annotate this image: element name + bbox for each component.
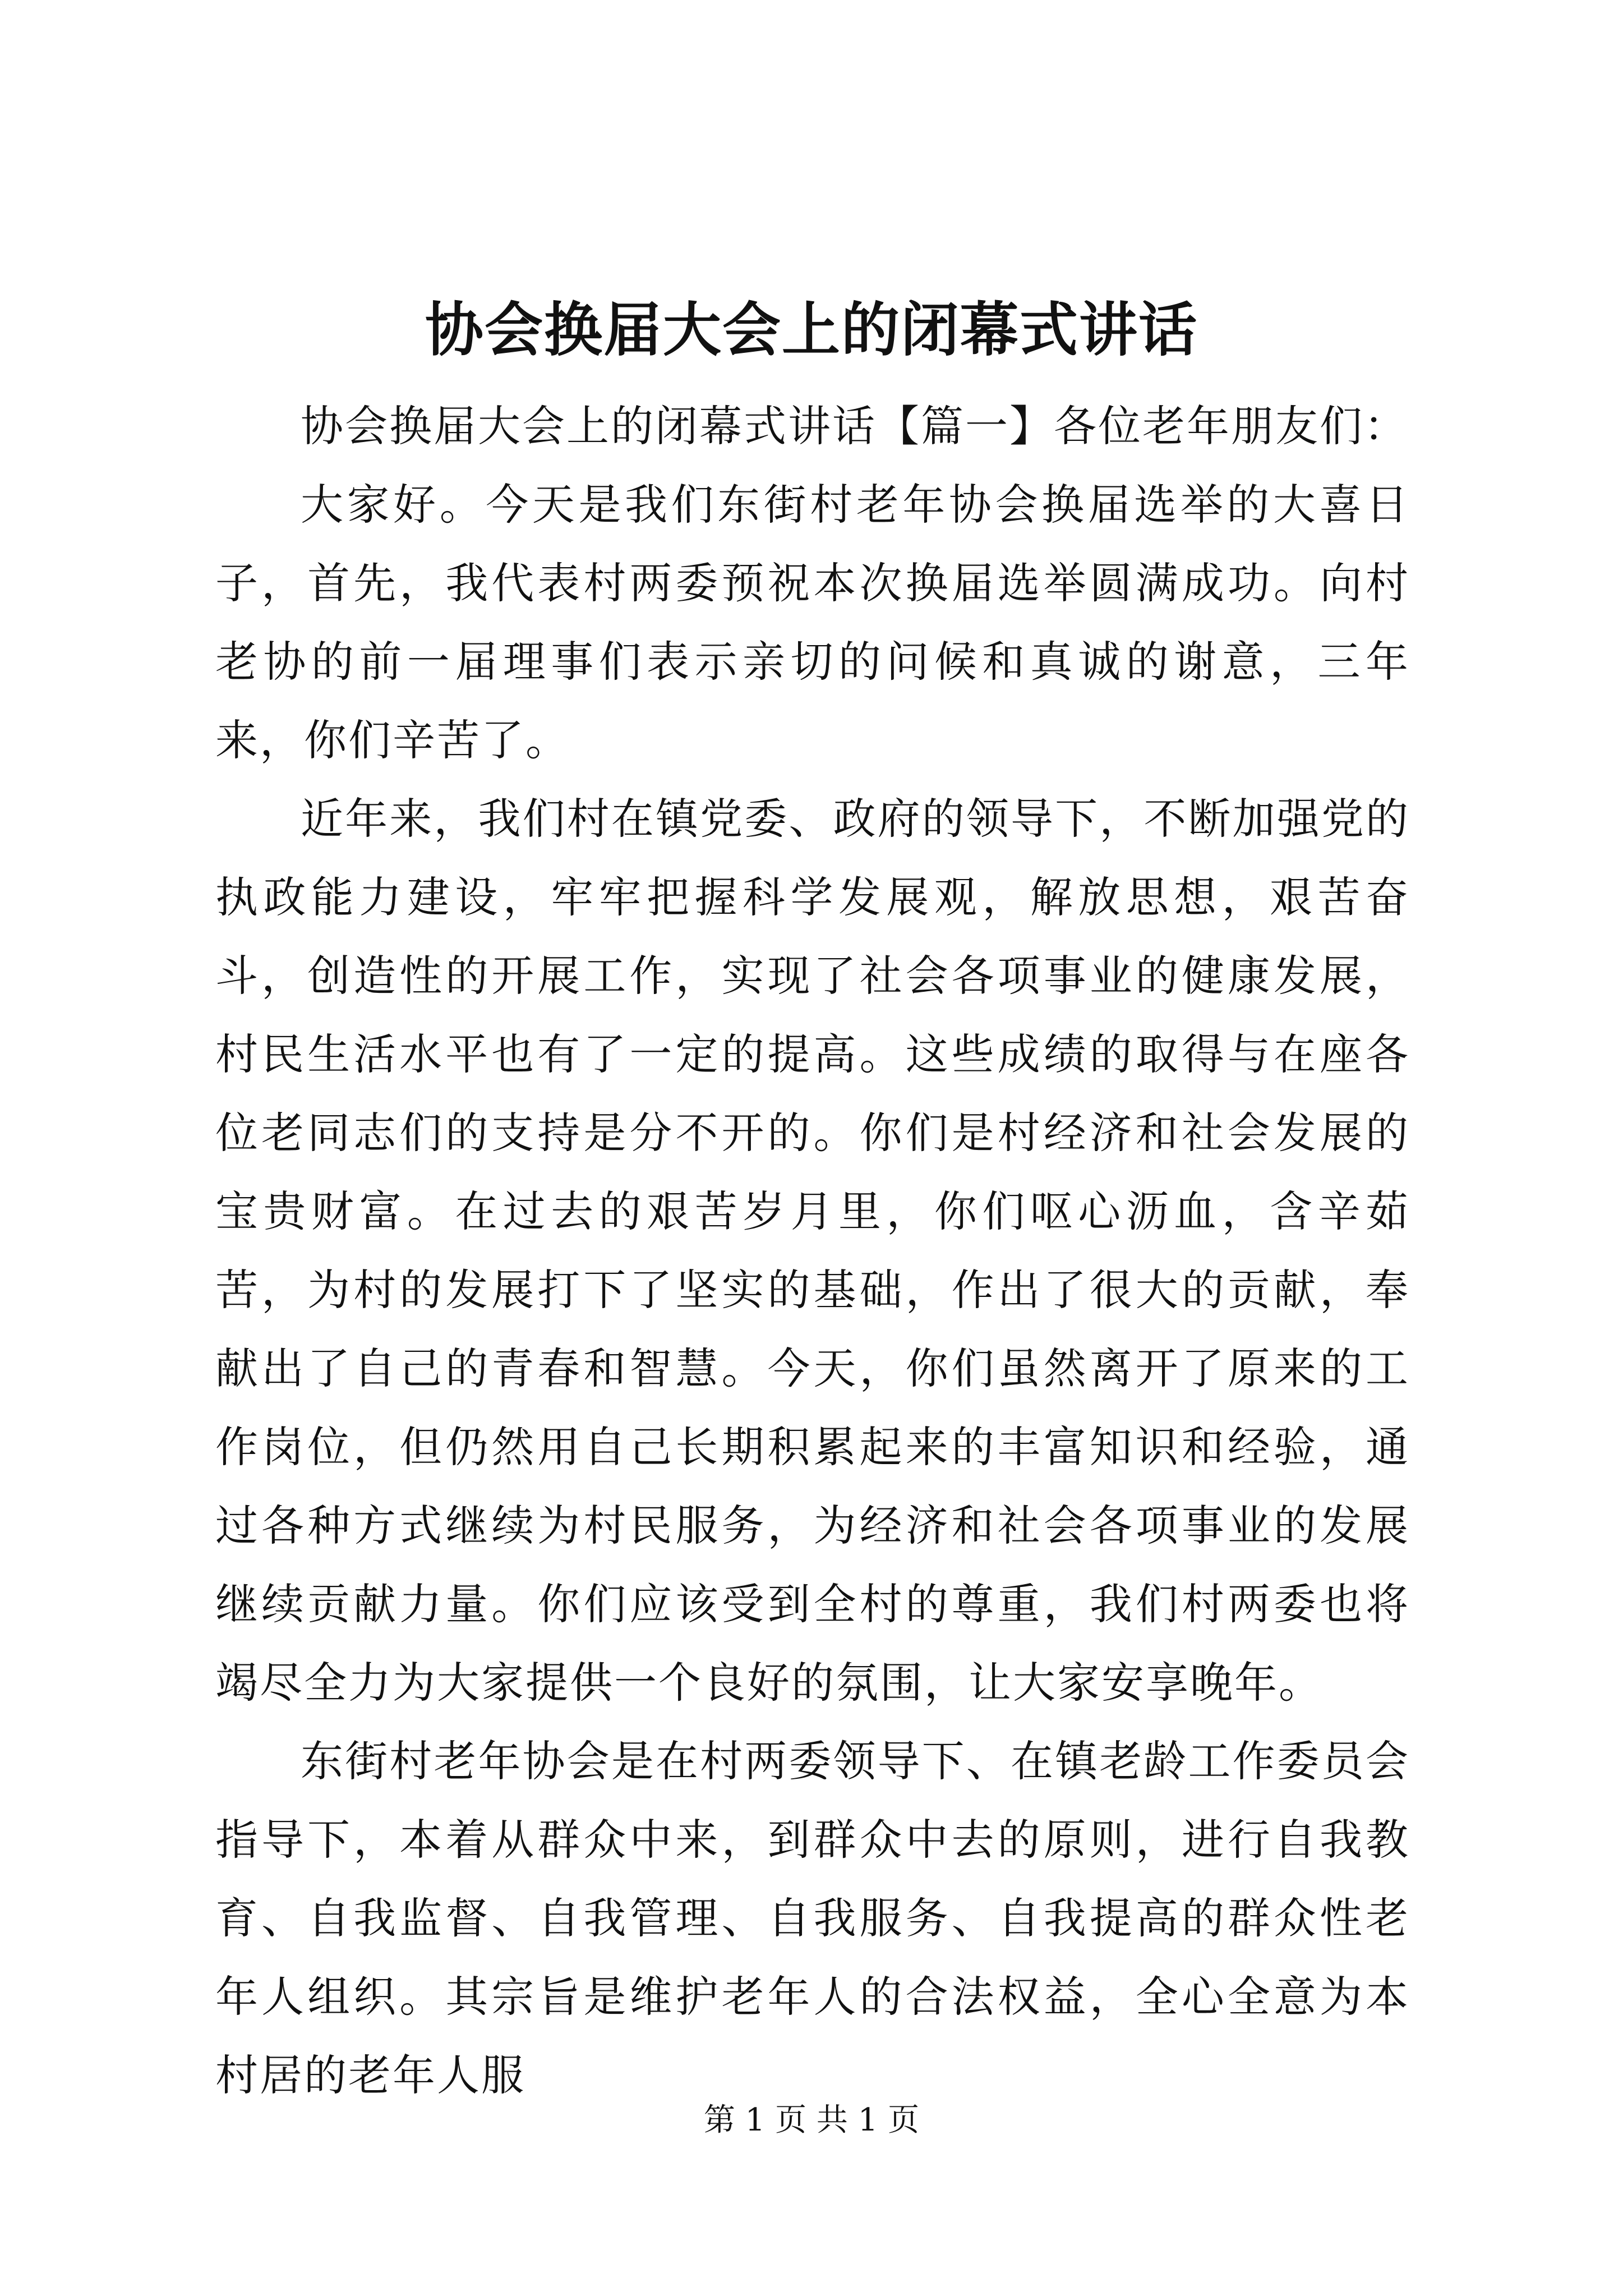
document-body [215,387,1410,2115]
paragraph-3: 近年来，我们村在镇党委、政府的领导下，不断加强党的执政能力建设，牢牢把握科学发展观，解放思想，艰苦奋斗，创造性的开展工作，实现了社会各项事业的健康发展，村民生活水平也有了一定的提高。这些成绩的取得与在座各位老同志们的支持是分不开的。你们是村经济和社会发展的宝贵财富。在过去的艰苦岁月里，你们呕心沥血，含辛茹苦，为村的发展打下了坚实的基础，作出了很大的贡献，奉献出了自己的青春和智慧。今天，你们虽然离开了原来的工作岗位，但仍然用自己长期积累起来的丰富知识和经验，通过各种方式继续为村民服务，为经济和社会各项事业的发展继续贡献力量。你们应该受到全村的尊重，我们村两委也将竭尽全力为大家提供一个良好的氛围，让大家安享晚年。 [215,794,1410,1708]
document-title: 协会换届大会上的闭幕式讲话 [425,295,1198,364]
paragraph-2: 大家好。今天是我们东街村老年协会换届选举的大喜日子，首先，我代表村两委预祝本次换届选举圆满成功。向村老协的前一届理事们表示亲切的问候和真诚的谢意，三年来，你们辛苦了。 [215,480,1410,765]
paragraph-4: 东街村老年协会是在村两委领导下、在镇老龄工作委员会指导下，本着从群众中来，到群众中去的原则，进行自我教育、自我监督、自我管理、自我服务、自我提高的群众性老年人组织。其宗旨是维护老年人的合法权益，全心全意为本村居的老年人服 [215,1736,1410,2100]
page-footer: 第 1 页 共 1 页 [703,2102,920,2138]
paragraph-1: 协会换届大会上的闭幕式讲话【篇一】各位老年朋友们： [301,401,1408,451]
